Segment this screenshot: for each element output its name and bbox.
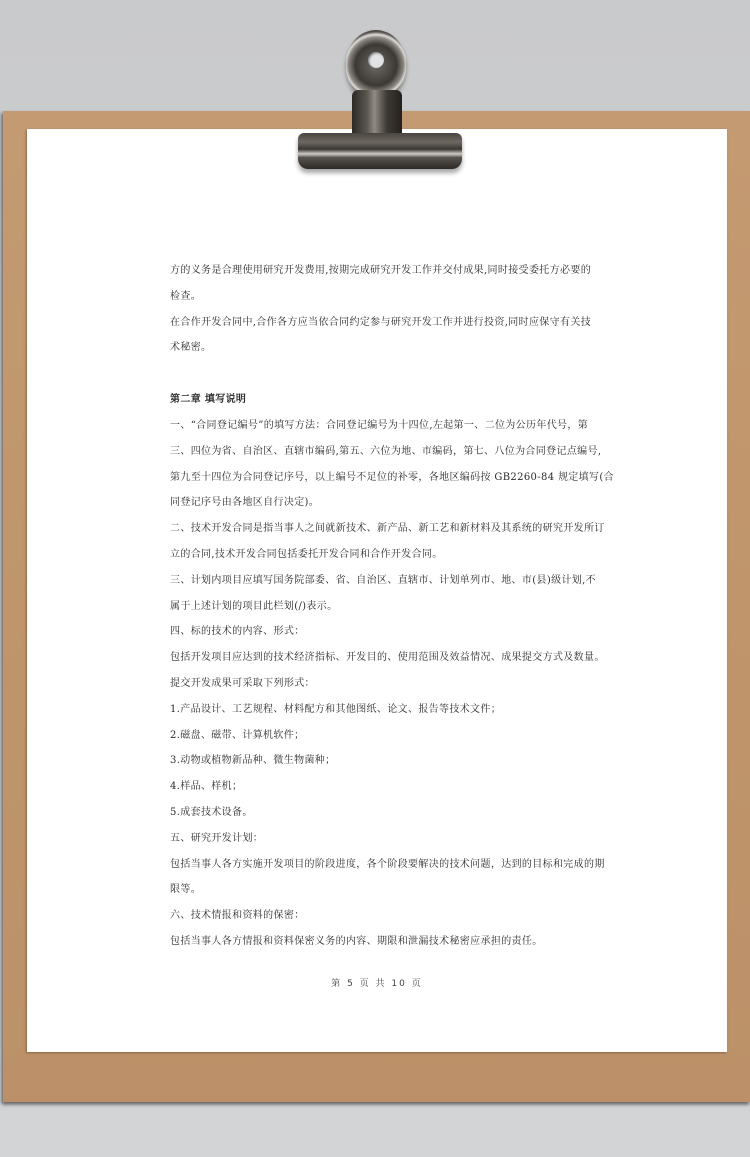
paragraph-line: 包括当事人各方实施开发项目的阶段进度，各个阶段要解决的技术问题，达到的目标和完成的期 xyxy=(170,858,605,870)
paragraph-line: 限等。 xyxy=(170,884,202,896)
paragraph-line: 检查。 xyxy=(170,290,202,302)
paragraph-line: 在合作开发合同中,合作各方应当依合同约定参与研究开发工作并进行投资,同时应保守有关技 xyxy=(170,316,592,328)
paragraph-line: 立的合同,技术开发合同包括委托开发合同和合作开发合同。 xyxy=(170,548,443,560)
paragraph-line: 包括开发项目应达到的技术经济指标、开发目的、使用范围及效益情况、成果提交方式及数量。 xyxy=(170,652,605,664)
list-item: 1.产品设计、工艺规程、材料配方和其他图纸、论文、报告等技术文件； xyxy=(170,703,502,715)
clip-base xyxy=(298,133,462,169)
clip-hole xyxy=(368,52,384,68)
section-heading: 四、标的技术的内容、形式： xyxy=(170,626,305,638)
list-item: 2.磁盘、磁带、计算机软件； xyxy=(170,729,305,741)
chapter-heading: 第二章 填写说明 xyxy=(170,394,247,406)
paragraph-line: 三、四位为省、自治区、直辖市编码,第五、六位为地、市编码，第七、八位为合同登记点编号, xyxy=(170,445,602,457)
section-heading: 六、技术情报和资料的保密： xyxy=(170,910,305,922)
document-body xyxy=(170,258,614,955)
paragraph-line: 三、计划内项目应填写国务院部委、省、自治区、直辖市、计划单列市、地、市(县)级计划,不 xyxy=(170,574,597,586)
paragraph-line: 提交开发成果可采取下列形式： xyxy=(170,677,315,689)
page-number: 第 5 页 共 10 页 xyxy=(331,979,423,989)
paragraph-line: 同登记序号由各地区自行决定)。 xyxy=(170,497,320,509)
paragraph-line: 一、“合同登记编号”的填写方法：合同登记编号为十四位,左起第一、二位为公历年代号，第 xyxy=(170,419,589,431)
paragraph-line: 第九至十四位为合同登记序号，以上编号不足位的补零，各地区编码按 GB2260-84 规定填写(合 xyxy=(170,471,614,483)
list-item: 3.动物或植物新品种、微生物菌种； xyxy=(170,755,336,767)
paragraph-line: 术秘密。 xyxy=(170,342,212,354)
paragraph-line: 方的义务是合理使用研究开发费用,按期完成研究开发工作并交付成果,同时接受委托方必要的 xyxy=(170,265,592,276)
binder-clip-icon xyxy=(296,25,466,175)
list-item: 5.成套技术设备。 xyxy=(170,806,253,818)
paragraph-line: 属于上述计划的项目此栏划(/)表示。 xyxy=(170,600,338,612)
section-heading: 五、研究开发计划： xyxy=(170,832,264,844)
list-item: 4.样品、样机； xyxy=(170,781,243,793)
paragraph-line: 二、技术开发合同是指当事人之间就新技术、新产品、新工艺和新材料及其系统的研究开发所订 xyxy=(170,523,605,535)
paragraph-line: 包括当事人各方情报和资料保密义务的内容、期限和泄漏技术秘密应承担的责任。 xyxy=(170,935,543,947)
